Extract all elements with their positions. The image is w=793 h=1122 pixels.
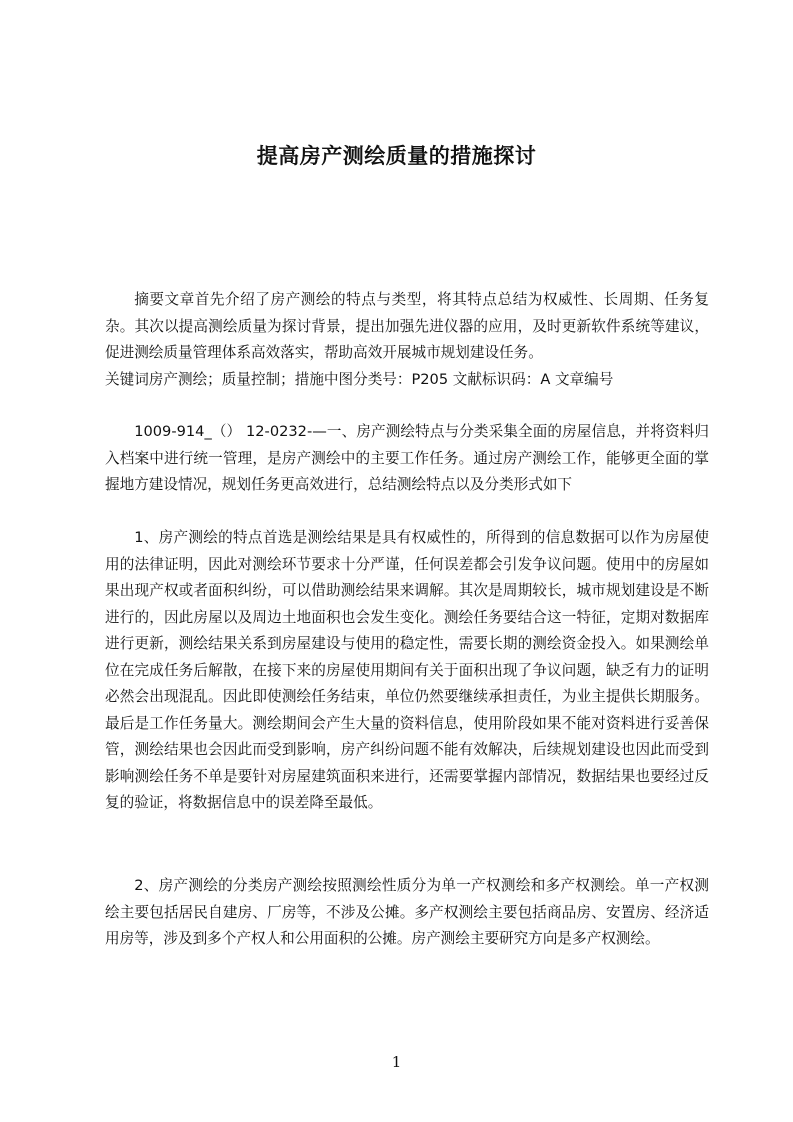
page-number: 1 xyxy=(391,1053,402,1071)
keywords-line: 关键词房产测绘；质量控制；措施中图分类号：P205 文献标识码：A 文章编号 xyxy=(105,371,614,388)
section-2-paragraph: 2、房产测绘的分类房产测绘按照测绘性质分为单一产权测绘和多产权测绘。单一产权测绘主要包括居民自建房、厂房等，不涉及公摊。多产权测绘主要包括商品房、安置房、经济适用房等，涉及到多个产权人和公用面积的公摊。房产测绘主要研究方向是多产权测绘。 xyxy=(105,877,709,947)
abstract-paragraph: 摘要文章首先介绍了房产测绘的特点与类型，将其特点总结为权威性、长周期、任务复杂。其次以提高测绘质量为探讨背景，提出加强先进仪器的应用，及时更新软件系统等建议，促进测绘质量管理体系高效落实，帮助高效开展城市规划建设任务。 xyxy=(105,291,709,361)
intro-paragraph: 1009-914_（） 12-0232-—一、房产测绘特点与分类采集全面的房屋信息，并将资料归入档案中进行统一管理，是房产测绘中的主要工作任务。通过房产测绘工作，能够更全面的掌握地方建设情况，规划任务更高效进行，总结测绘特点以及分类形式如下 xyxy=(105,423,709,493)
page-title: 提高房产测绘质量的措施探讨 xyxy=(256,144,537,168)
section-1-paragraph: 1、房产测绘的特点首选是测绘结果是具有权威性的，所得到的信息数据可以作为房屋使用的法律证明，因此对测绘环节要求十分严谨，任何误差都会引发争议问题。使用中的房屋如果出现产权或者面积纠纷，可以借助测绘结果来调解。其次是周期较长，城市规划建设是不断进行的，因此房屋以及周边土地面积也会发生变化。测绘任务要结合这一特征，定期对数据库进行更新，测绘结果关系到房屋建设与使用的稳定性，需要长期的测绘资金投入。如果测绘单位在完成任务后解散，在接下来的房屋使用期间有关于面积出现了争议问题，缺乏有力的证明必然会出现混乱。因此即使测绘任务结束，单位仍然要继续承担责任，为业主提供长期服务。最后是工作任务量大。测绘期间会产生大量的资料信息，使用阶段如果不能对资料进行妥善保管，测绘结果也会因此而受到影响，房产纠纷问题不能有效解决，后续规划建设也因此而受到影响测绘任务不单是要针对房屋建筑面积来进行，还需要掌握内部情况，数据结果也要经过反复的验证，将数据信息中的误差降至最低。 xyxy=(105,529,709,811)
